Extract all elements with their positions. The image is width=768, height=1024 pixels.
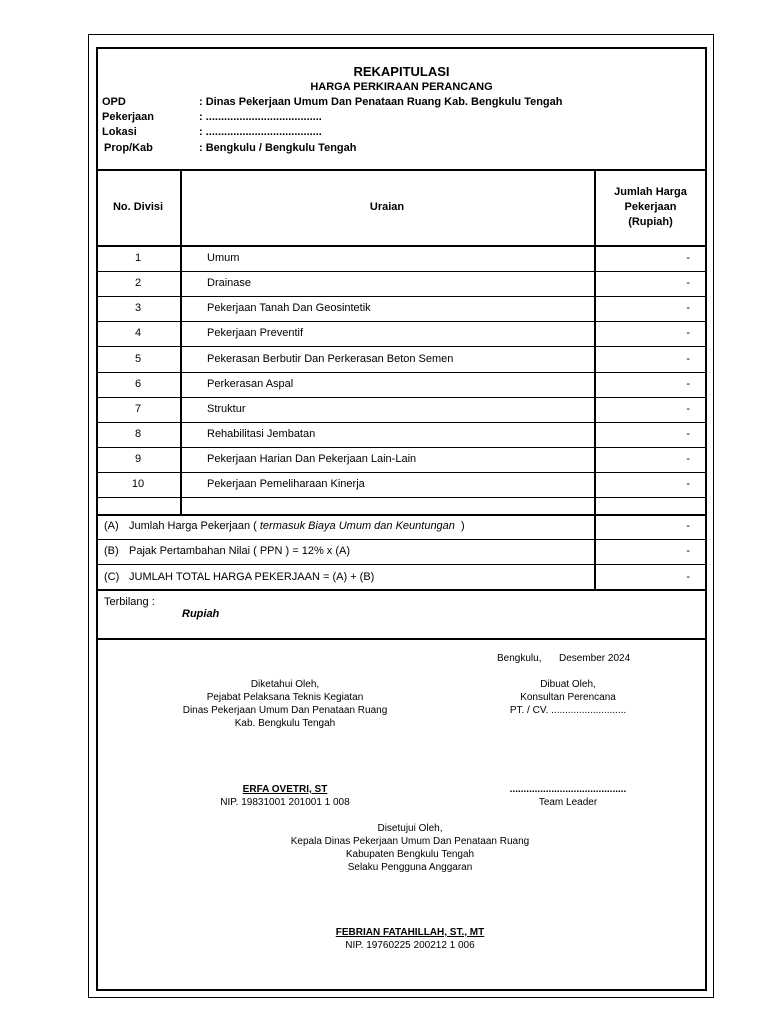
table-header-bottom-line <box>96 245 707 247</box>
center-sign-nip: NIP. 19760225 200212 1 006 <box>345 940 475 951</box>
row-uraian: Pekerjaan Preventif <box>207 327 303 339</box>
row-uraian: Pekerjaan Tanah Dan Geosintetik <box>207 302 371 314</box>
field-label-lokasi: Lokasi <box>102 126 137 138</box>
row-no: 6 <box>134 378 142 390</box>
table-top-line <box>96 169 707 171</box>
field-value-pekerjaan: : ...................................... <box>199 111 322 123</box>
row-jumlah: - <box>686 478 690 490</box>
row-line <box>96 497 707 498</box>
row-jumlah: - <box>686 403 690 415</box>
col-divider-1 <box>180 169 182 514</box>
row-line <box>96 564 707 565</box>
row-no: 1 <box>134 252 142 264</box>
field-label-propkab: Prop/Kab <box>104 142 153 154</box>
field-value-lokasi: : ...................................... <box>199 126 322 138</box>
row-jumlah: - <box>686 353 690 365</box>
row-uraian: Perkerasan Aspal <box>207 378 294 390</box>
total-a-text <box>129 520 465 532</box>
total-a-text-italic: termasuk Biaya Umum dan Keuntungan <box>259 520 455 532</box>
row-no: 9 <box>134 453 142 465</box>
total-b-text: Pajak Pertambahan Nilai ( PPN ) = 12% x (A) <box>129 545 351 557</box>
row-jumlah: - <box>686 327 690 339</box>
center-sign-line-4: Selaku Pengguna Anggaran <box>347 862 473 873</box>
total-b-label: (B) <box>104 545 119 557</box>
row-no: 5 <box>134 353 142 365</box>
total-a-label: (A) <box>104 520 119 532</box>
field-label-pekerjaan: Pekerjaan <box>102 111 154 123</box>
row-line <box>96 514 707 516</box>
total-b-value: - <box>686 545 690 557</box>
total-c-label: (C) <box>104 571 120 583</box>
row-uraian: Umum <box>207 252 240 264</box>
row-uraian: Drainase <box>207 277 252 289</box>
center-sign-line-1: Disetujui Oleh, <box>377 823 443 834</box>
row-line <box>96 372 707 373</box>
row-jumlah: - <box>686 378 690 390</box>
center-sign-name: FEBRIAN FATAHILLAH, ST., MT <box>335 927 485 938</box>
col-header-jumlah-3: (Rupiah) <box>628 216 673 228</box>
left-sign-line-2: Pejabat Pelaksana Teknis Kegiatan <box>206 692 364 703</box>
left-sign-line-3: Dinas Pekerjaan Umum Dan Penataan Ruang <box>182 705 388 716</box>
center-sign-line-2: Kepala Dinas Pekerjaan Umum Dan Penataan Ruang <box>290 836 530 847</box>
row-line <box>96 589 707 591</box>
row-line <box>96 296 707 297</box>
right-sign-line-2: Konsultan Perencana <box>520 692 616 703</box>
sign-place: Bengkulu, <box>497 653 542 664</box>
total-a-text-main: Jumlah Harga Pekerjaan ( <box>129 520 257 532</box>
row-jumlah: - <box>686 252 690 264</box>
row-no: 10 <box>131 478 145 490</box>
row-uraian: Rehabilitasi Jembatan <box>207 428 316 440</box>
row-line <box>96 539 707 540</box>
total-a-text-close: ) <box>461 520 465 532</box>
row-no: 7 <box>134 403 142 415</box>
row-jumlah: - <box>686 453 690 465</box>
field-value-propkab: : Bengkulu / Bengkulu Tengah <box>199 142 357 154</box>
terbilang-label: Terbilang : <box>104 596 155 608</box>
right-sign-line-3: PT. / CV. ........................... <box>509 705 627 716</box>
left-sign-line-1: Diketahui Oleh, <box>250 679 320 690</box>
col-header-jumlah-1: Jumlah Harga <box>614 186 687 198</box>
total-c-value: - <box>686 571 690 583</box>
row-line <box>96 346 707 347</box>
doc-title: REKAPITULASI <box>353 64 450 79</box>
left-sign-line-4: Kab. Bengkulu Tengah <box>234 718 336 729</box>
field-value-opd: : Dinas Pekerjaan Umum Dan Penataan Ruang Kab. Bengkulu Tengah <box>199 96 563 108</box>
row-uraian: Pekerjaan Pemeliharaan Kinerja <box>207 478 365 490</box>
row-jumlah: - <box>686 428 690 440</box>
row-line <box>96 422 707 423</box>
field-label-opd: OPD <box>102 96 126 108</box>
row-no: 8 <box>134 428 142 440</box>
terbilang-value: Rupiah <box>182 608 220 620</box>
row-jumlah: - <box>686 277 690 289</box>
total-c-text: JUMLAH TOTAL HARGA PEKERJAAN = (A) + (B) <box>129 571 375 583</box>
right-sign-name: .......................................... <box>509 784 627 795</box>
col-header-uraian: Uraian <box>369 201 405 213</box>
left-sign-name: ERFA OVETRI, ST <box>242 784 328 795</box>
total-a-value: - <box>686 520 690 532</box>
doc-subtitle: HARGA PERKIRAAN PERANCANG <box>310 81 493 93</box>
row-no: 2 <box>134 277 142 289</box>
row-line <box>96 321 707 322</box>
left-sign-nip: NIP. 19831001 201001 1 008 <box>220 797 350 808</box>
row-uraian: Struktur <box>207 403 246 415</box>
col-header-no: No. Divisi <box>112 201 164 213</box>
row-no: 3 <box>134 302 142 314</box>
row-line <box>96 472 707 473</box>
row-line <box>96 271 707 272</box>
row-line <box>96 447 707 448</box>
row-jumlah: - <box>686 302 690 314</box>
row-no: 4 <box>134 327 142 339</box>
row-uraian: Pekerjaan Harian Dan Pekerjaan Lain-Lain <box>207 453 417 465</box>
row-uraian: Pekerasan Berbutir Dan Perkerasan Beton Semen <box>207 353 454 365</box>
center-sign-line-3: Kabupaten Bengkulu Tengah <box>345 849 475 860</box>
right-sign-line-1: Dibuat Oleh, <box>540 679 596 690</box>
col-header-jumlah-2: Pekerjaan <box>624 201 677 213</box>
right-sign-role: Team Leader <box>538 797 598 808</box>
row-line <box>96 397 707 398</box>
sign-date: Desember 2024 <box>559 653 631 664</box>
